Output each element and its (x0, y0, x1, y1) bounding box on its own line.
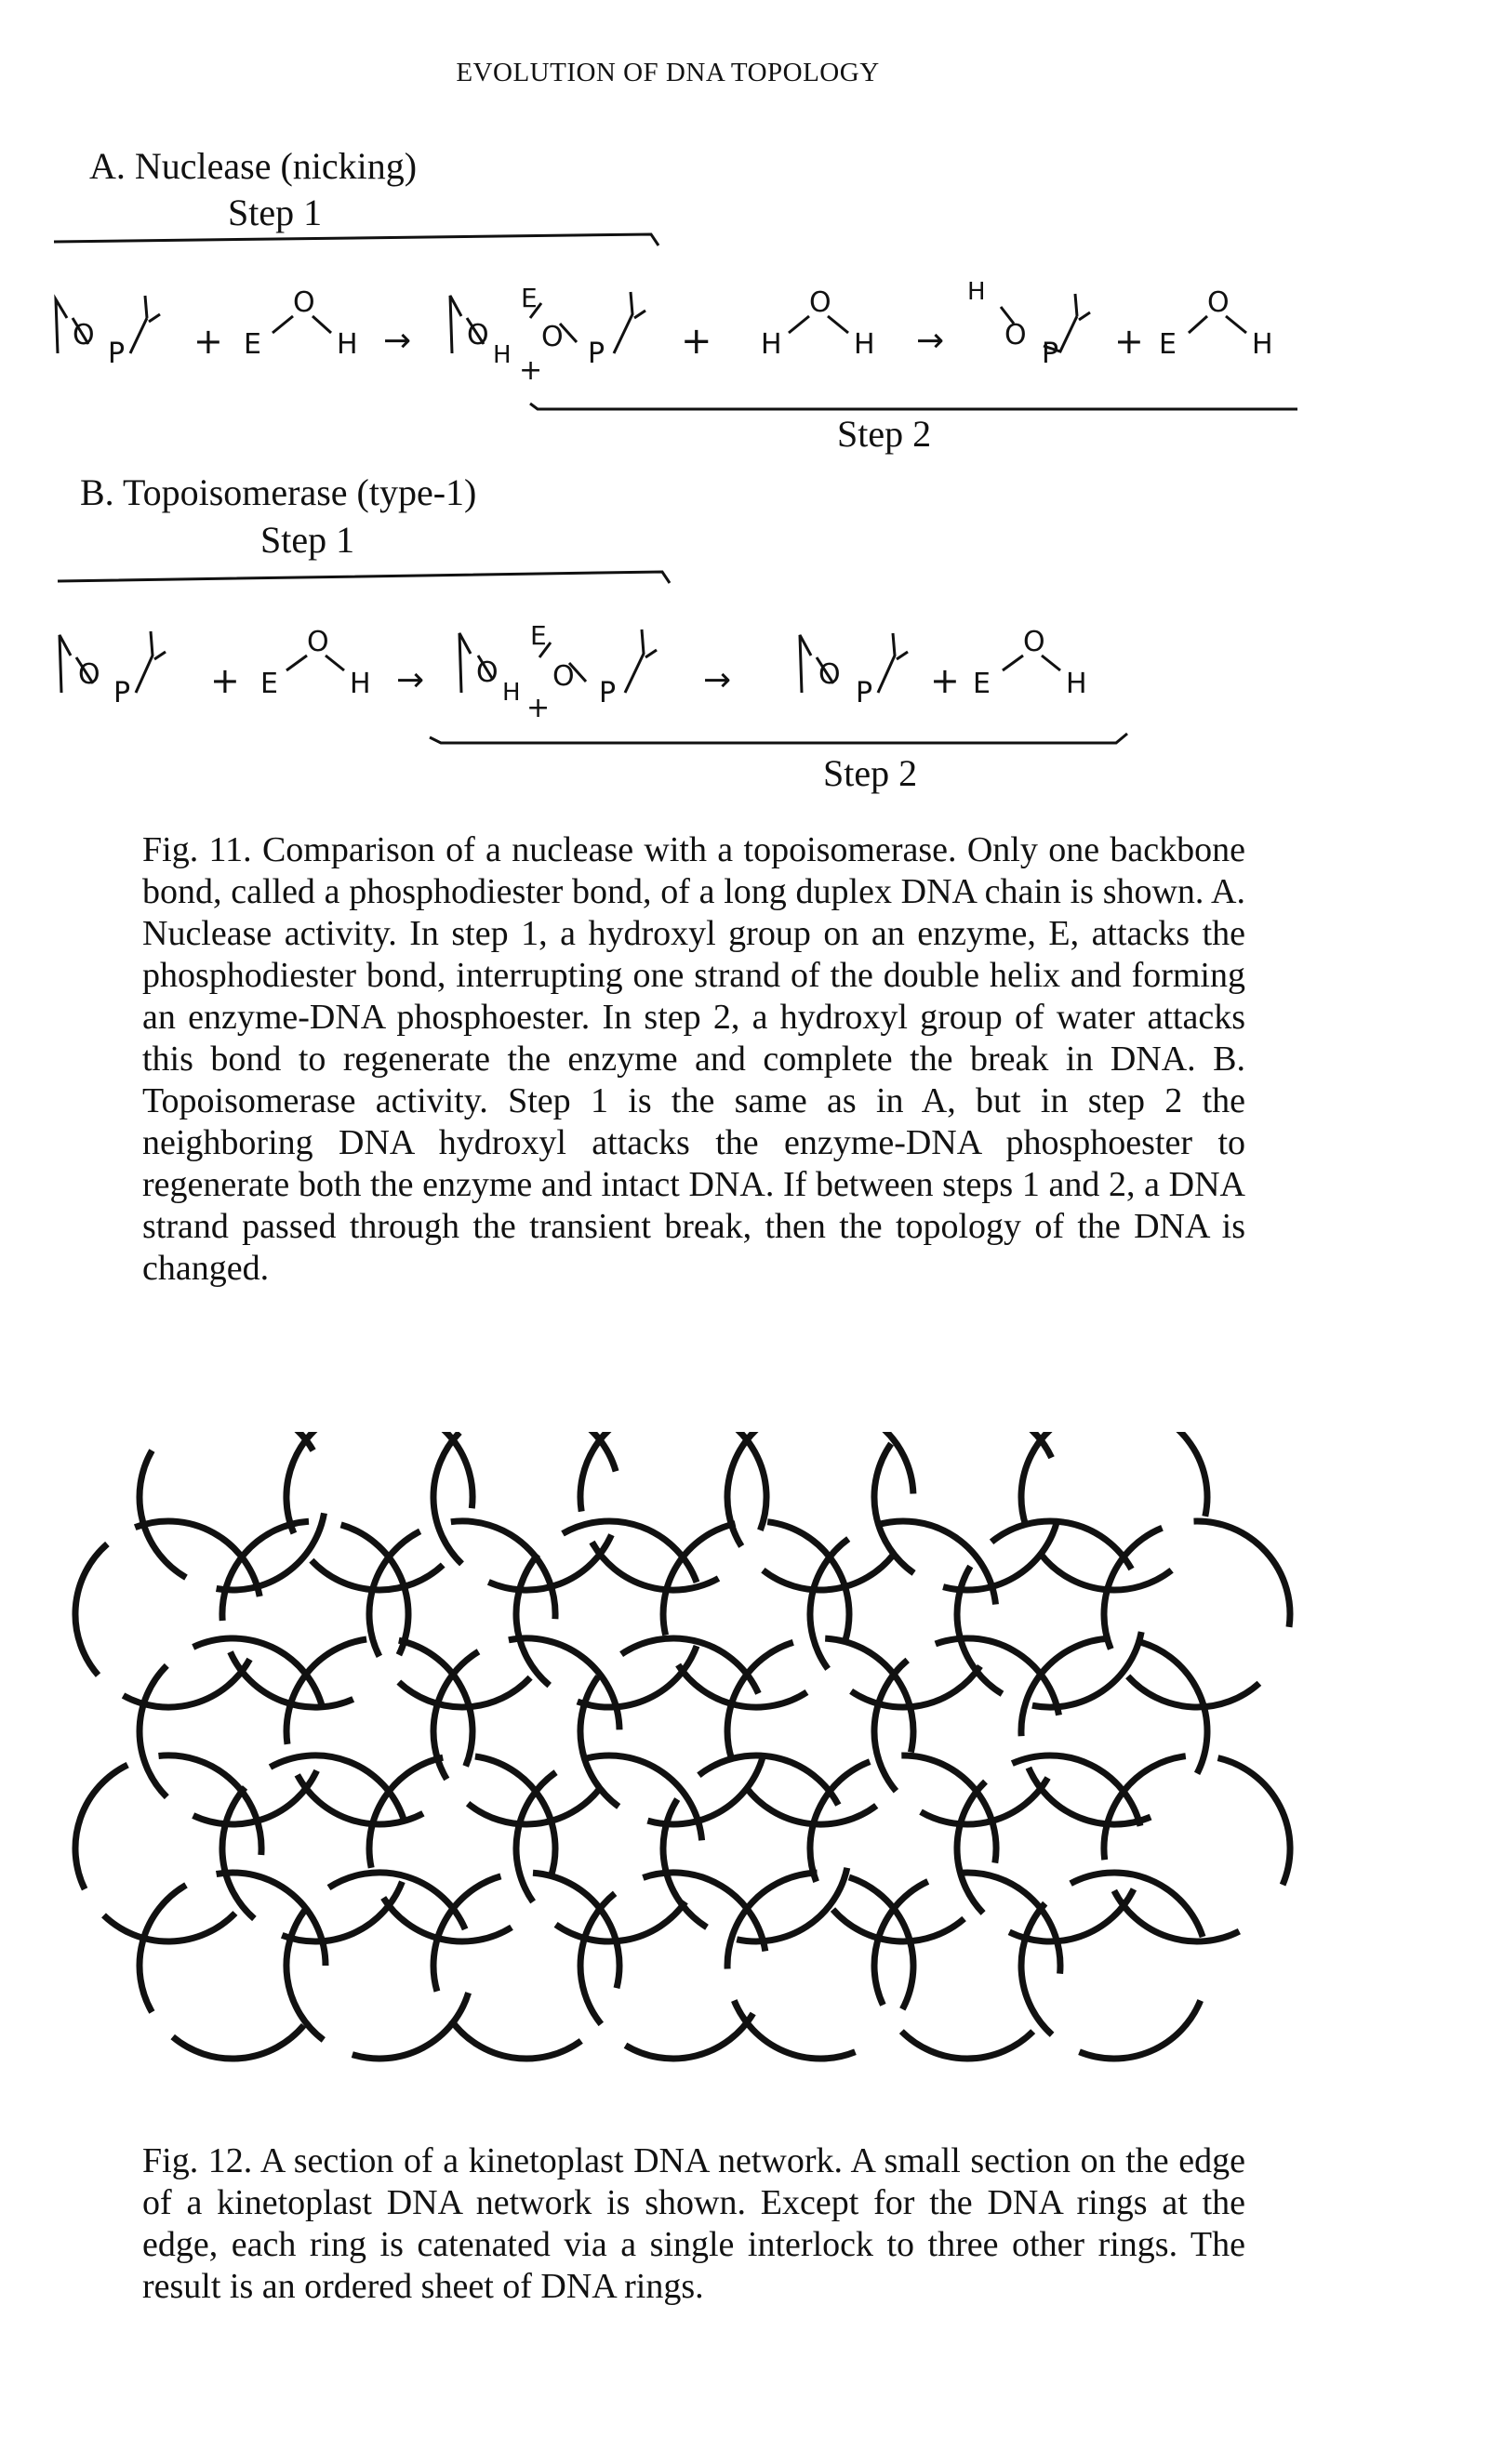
atom-h: H (967, 278, 986, 306)
dna-ring-arc (173, 2025, 304, 2059)
dna-ring-arc (556, 1901, 685, 1941)
scheme-a-step1-label: Step 1 (228, 192, 323, 233)
dna-ring-arc (1104, 1756, 1186, 1861)
dna-ring (874, 1638, 1059, 1824)
plus-sign: + (519, 354, 543, 387)
enzyme-e: E (530, 620, 547, 651)
atom-p: P (599, 677, 617, 709)
dna-ring-arc (369, 1531, 420, 1657)
enzyme-e: E (260, 668, 278, 700)
dna-ring-arc (1021, 1432, 1085, 1526)
fig12-caption-text: Fig. 12. A section of a kinetoplast DNA network. A small section on the edge of a kinetoplast DNA network is shown. Except for the DNA rings at the edge, each ring is catenated via a single interlock to three other rings. The result is an ordered sheet of DNA rings. (142, 2141, 1245, 2306)
dna-ring-arc (286, 1639, 366, 1744)
dna-ring-arc (485, 1432, 616, 1471)
dna-backbone-left (56, 299, 67, 353)
dna-ring (1021, 1873, 1203, 2059)
dna-backbone-intermediate (450, 296, 461, 353)
dna-ring-arc (825, 1638, 913, 1752)
dna-ring-arc (592, 1543, 719, 1591)
atom-o: O (467, 319, 489, 351)
atom-o: O (78, 658, 100, 691)
dna-ring-arc (1021, 1638, 1110, 1736)
dna-ring-arc (369, 1757, 443, 1868)
dna-ring (663, 1755, 847, 1941)
dna-ring (1104, 1521, 1290, 1707)
step2-bracket-a (530, 404, 1297, 409)
dna-ring-arc (104, 1914, 235, 1941)
dna-ring (75, 1755, 261, 1941)
dna-ring-arc (727, 1873, 817, 1968)
atom-o: O (73, 319, 95, 351)
enzyme-e: E (244, 328, 261, 361)
dna-ring-arc (1118, 1432, 1207, 1517)
dna-ring (727, 1873, 913, 2059)
dna-ring-arc (1029, 1768, 1151, 1824)
dna-ring (433, 1873, 619, 2059)
atom-h: H (1066, 668, 1087, 700)
dna-ring-arc (746, 1787, 876, 1824)
dna-ring-arc (451, 1521, 555, 1619)
atom-h: H (502, 679, 521, 707)
dna-ring-arc (75, 1544, 107, 1676)
dna-ring-arc (663, 1524, 735, 1636)
dna-ring-arc (140, 1451, 186, 1578)
dna-ring (433, 1638, 619, 1824)
arrow: → (703, 661, 732, 699)
dna-ring-arc (580, 1432, 658, 1512)
atom-o: O (552, 660, 575, 693)
dna-ring (1021, 1638, 1207, 1824)
dna-ring-arc (1071, 1873, 1203, 1937)
dna-ring-arc (159, 1755, 262, 1855)
kinetoplast-network (0, 1432, 1503, 2101)
dna-ring (810, 1755, 996, 1941)
dna-ring-arc (1218, 1758, 1291, 1886)
dna-ring-arc (851, 1666, 980, 1707)
dna-ring-arc (580, 1893, 615, 2024)
atom-p: P (588, 338, 605, 370)
atom-o: O (809, 286, 831, 319)
atom-p: P (113, 677, 131, 709)
dna-ring-arc (533, 1873, 619, 1988)
scheme-b-step2-label: Step 2 (823, 752, 918, 794)
dna-ring (286, 1639, 472, 1824)
atom-p: P (108, 338, 126, 370)
atom-o: O (476, 656, 499, 689)
fig11-caption (142, 829, 1245, 1290)
dna-ring (369, 1521, 555, 1707)
dna-ring-arc (959, 1873, 1060, 1974)
atom-o: O (1207, 286, 1230, 319)
atom-h: H (1252, 328, 1273, 361)
dna-ring (222, 1521, 408, 1707)
dna-ring-arc (901, 1755, 996, 1863)
atom-o: O (1004, 319, 1027, 351)
enzyme-e: E (1159, 328, 1177, 361)
plus-sign: + (681, 320, 712, 363)
atom-o: O (307, 626, 329, 658)
dna-ring (957, 1521, 1141, 1707)
dna-ring (957, 1755, 1140, 1941)
atom-h: H (761, 328, 782, 361)
arrow: → (916, 322, 945, 360)
scheme-b-title: B. Topoisomerase (type-1) (80, 471, 477, 513)
dna-ring-arc (75, 1765, 127, 1889)
dna-ring-arc (626, 2014, 753, 2059)
dna-ring-arc (173, 1432, 313, 1451)
dna-ring (140, 1638, 323, 1824)
fig12-caption (142, 2140, 1245, 2308)
dna-ring (516, 1755, 702, 1941)
plus-sign: + (193, 321, 223, 362)
dna-ring-arc (874, 1660, 908, 1791)
dna-ring (727, 1638, 913, 1824)
plus-sign: + (930, 660, 960, 701)
dna-ring-arc (222, 1521, 309, 1621)
atom-o: O (1023, 626, 1045, 658)
dna-ring-arc (991, 1521, 1131, 1569)
plus-sign: + (210, 660, 240, 701)
atom-p: P (856, 677, 873, 709)
dna-ring-arc (516, 1772, 556, 1901)
dna-ring-arc (901, 2032, 1032, 2059)
dna-ring (580, 1638, 763, 1824)
atom-h: H (854, 328, 875, 361)
dna-ring (75, 1521, 259, 1707)
enzyme-e: E (973, 668, 991, 700)
dna-ring (874, 1873, 1060, 2059)
atom-h: H (337, 328, 358, 361)
dna-ring (140, 1873, 326, 2059)
dna-ring-arc (810, 1539, 848, 1669)
step2-bracket-b (430, 734, 1127, 743)
dna-ring-arc (451, 2020, 581, 2059)
scheme-a-step2-label: Step 2 (837, 413, 932, 455)
enzyme-e: E (521, 283, 538, 313)
fig11-caption-text: Fig. 11. Comparison of a nuclease with a topoisomerase. Only one backbone bond, called a phosphodiester bond, of a long duplex DNA chain is shown. A. Nuclease activity. In step 1, a hydroxyl group on an enzyme, E, attacks the phosphodiester bond, interrupting one strand of the double helix and forming an enzyme-DNA phosphoester. In step 2, a hydroxyl group of water attacks this bond to regenerate the enzyme and complete the break in DNA. B. Topoisomerase activity. Step 1 is the same as in A, but in step 2 the neighboring DNA hydroxyl attacks the enzyme-DNA phosphoester to regenerate both the enzyme and intact DNA. If between steps 1 and 2, a DNA strand passed through the transient break, then the topology of the DNA is changed. (142, 830, 1245, 1288)
atom-h: H (350, 668, 371, 700)
scheme-b-step1-label: Step 1 (260, 519, 355, 561)
step1-bracket-b (58, 572, 670, 583)
plus-sign: + (526, 692, 551, 724)
atom-o: O (541, 321, 564, 353)
running-head: EVOLUTION OF DNA TOPOLOGY (456, 58, 880, 87)
atom-o: O (818, 658, 841, 691)
arrow: → (383, 322, 412, 360)
scheme-a-reaction (0, 214, 1503, 493)
dna-ring-arc (375, 1432, 472, 1508)
dna-ring-arc (1194, 1521, 1290, 1627)
dna-ring (580, 1873, 765, 2059)
dna-ring-arc (801, 1432, 913, 1494)
dna-ring-arc (352, 1993, 469, 2059)
dna-ring-arc (734, 2001, 855, 2059)
dna-ring (663, 1522, 849, 1707)
dna-ring-arc (271, 1755, 404, 1818)
dna-ring-arc (1080, 2001, 1201, 2059)
scheme-b-reaction (0, 553, 1503, 795)
atom-o: O (293, 286, 315, 319)
dna-ring (810, 1521, 996, 1707)
dna-ring (369, 1756, 555, 1941)
dna-ring (286, 1873, 469, 2059)
step1-bracket-a (54, 234, 658, 245)
dna-ring-arc (140, 1665, 166, 1796)
dna-ring-arc (585, 1755, 702, 1840)
dna-ring-arc (698, 1755, 838, 1805)
scheme-a-title: A. Nuclease (nicking) (89, 145, 418, 187)
dna-ring-arc (140, 1885, 186, 2012)
atom-h: H (493, 341, 512, 369)
atom-p: P (1042, 338, 1059, 370)
arrow: → (396, 661, 425, 699)
plus-sign: + (1114, 321, 1144, 362)
dna-ring (1104, 1756, 1290, 1941)
